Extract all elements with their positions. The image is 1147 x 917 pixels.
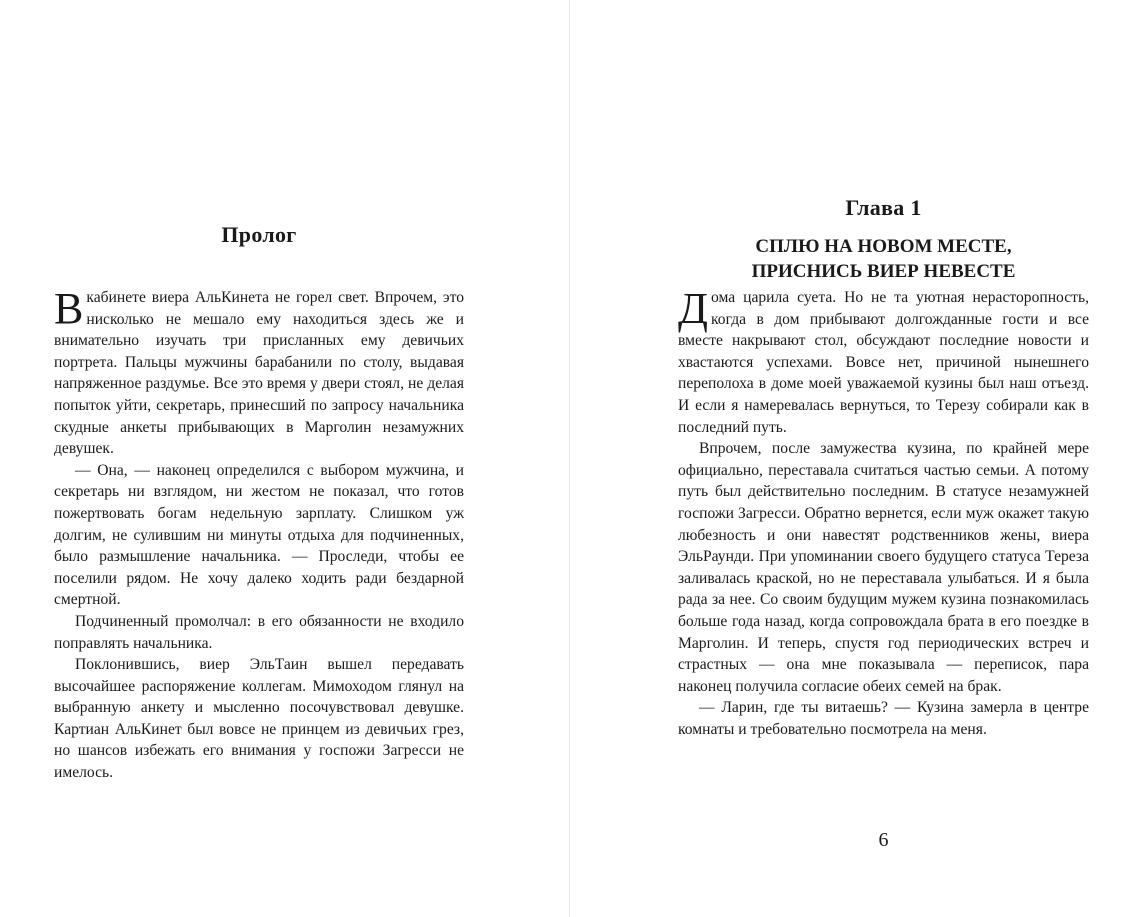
paragraph-3: Подчиненный промолчал: в его обязанности не входило поправлять начальника.	[54, 612, 464, 652]
drop-cap: Д	[678, 284, 709, 333]
paragraph-1	[678, 284, 1089, 438]
right-page	[678, 0, 1089, 917]
paragraph-1-text: кабинете виера АльКинета не горел свет. Впрочем, это нисколько не мешало ему находиться здесь же и внимательно изучать три присланных ему девичьих портрета. Пальцы мужчины барабанили по столу, выдавая напряженное раздумье. Все это время у двери стоял, не делая попыток уйти, секретарь, принесший по запросу начальника скудные анкеты прибывающих в Марголин незамужних девушек.	[54, 289, 464, 458]
paragraph-2: — Она, — наконец определился с выбором мужчина, и секретарь ни взглядом, ни жестом не показал, что готов пожертвовать богам недельную зарплату. Слишком уж долгим, не сулившим ни минуты отдыха для подчиненных, было размышление начальника. — Проследи, чтобы ее поселили рядом. Не хочу далеко ходить ради бездарной смертной.	[54, 461, 464, 609]
paragraph-1	[54, 284, 464, 460]
prologue-text	[54, 284, 464, 784]
prologue-heading: Пролог	[221, 222, 297, 247]
page-number: 6	[878, 829, 889, 851]
paragraph-4: Поклонившись, виер ЭльТаин вышел передавать высочайшее распоряжение коллегам. Мимоходом глянул на выбранную анкету и мысленно посочувствовал девушке. Картиан АльКинет был вовсе не принцем из девичьих грез, но шансов избежать его внимания у госпожи Загресси не имелось.	[54, 656, 464, 782]
chapter-title-line-2: ПРИСНИСЬ ВИЕР НЕВЕСТЕ	[751, 261, 1016, 282]
page-gutter	[569, 0, 570, 917]
paragraph-3: — Ларин, где ты витаешь? — Кузина замерла в центре комнаты и требовательно посмотрела на меня.	[678, 699, 1089, 738]
paragraph-1-text: ома царила суета. Но не та уютная нерасторопность, когда в дом прибывают долгожданные гости и все вместе накрывают стол, обсуждают последние новости и хвастаются успехами. Вовсе нет, причиной нынешнего переполоха в доме моей уважаемой кузины был наш отъезд. И если я намеревалась вернуться, то Терезу собирали как в последний путь.	[678, 289, 1089, 436]
chapter-text	[678, 284, 1089, 740]
chapter-label: Глава 1	[845, 195, 922, 220]
left-page	[54, 0, 464, 917]
chapter-title-line-1: СПЛЮ НА НОВОМ МЕСТЕ,	[755, 236, 1012, 257]
chapter-title	[678, 234, 1089, 284]
drop-cap: В	[54, 284, 84, 333]
paragraph-2: Впрочем, после замужества кузина, по крайней мере официально, переставала считаться частью семьи. А потому путь был действительно последним. В статусе незамужней госпожи Загресси. Обратно вернется, если муж окажет такую любезность и они навестят родственников жены, виера ЭльРаунди. При упоминании своего будущего статуса Тереза заливалась краской, но не переставала улыбаться. И я была рада за нее. Со своим будущим мужем кузина познакомилась больше года назад, когда сопровождала брата в его поездке в Марголин. И теперь, спустя год периодических встреч и страстных — она мне показывала — переписок, пара наконец получила согласие обеих семей на брак.	[678, 440, 1089, 695]
